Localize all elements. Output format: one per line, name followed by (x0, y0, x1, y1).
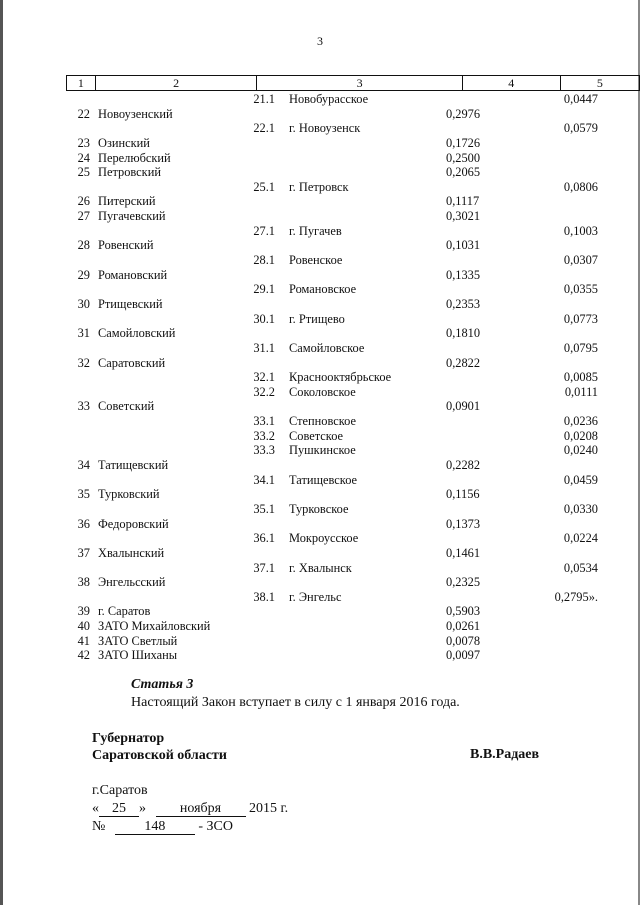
settlement-name: Соколовское (289, 384, 356, 399)
district-name: Петровский (98, 165, 161, 180)
settlement-name: Романовское (289, 282, 357, 297)
sub-number: 32.2 (253, 384, 275, 399)
date-close-quote: » (139, 801, 146, 816)
article-title: Статья 3 (131, 677, 194, 692)
table-row (0, 458, 640, 473)
table-row (0, 531, 640, 546)
settlement-ratio: 0,0111 (564, 384, 598, 399)
date-year: 2015 г. (249, 801, 289, 816)
table-row (0, 648, 640, 663)
table-row (0, 107, 640, 122)
table-row (0, 268, 640, 283)
row-number: 33 (77, 399, 90, 414)
table-row (0, 370, 640, 385)
row-number: 35 (77, 487, 90, 502)
settlement-ratio: 0,0224 (563, 531, 598, 546)
settlement-ratio: 0,0806 (563, 179, 598, 194)
row-number: 31 (77, 326, 90, 341)
row-number: 32 (77, 355, 90, 370)
district-name: Романовский (98, 267, 168, 282)
settlement-ratio: 0,0085 (563, 370, 598, 385)
table-row (0, 151, 640, 166)
district-ratio: 0,1335 (446, 267, 481, 282)
district-name: Пугачевский (98, 209, 166, 224)
district-ratio: 0,0078 (446, 633, 481, 648)
district-name: Ртищевский (98, 296, 163, 311)
row-number: 25 (77, 165, 90, 180)
district-ratio: 0,0261 (446, 619, 481, 634)
row-number: 42 (77, 648, 90, 663)
district-ratio: 0,2353 (446, 296, 481, 311)
row-number: 29 (77, 267, 90, 282)
row-number: 27 (77, 209, 90, 224)
table-row (0, 414, 640, 429)
law-number: 148 (115, 820, 195, 835)
table-row (0, 561, 640, 576)
sub-number: 32.1 (253, 370, 275, 385)
sub-number: 28.1 (253, 253, 275, 268)
settlement-name: Пушкинское (289, 443, 356, 458)
settlement-ratio: 0,0773 (563, 311, 598, 326)
district-name: Хвалынский (98, 545, 165, 560)
table-row (0, 502, 640, 517)
table-row (0, 619, 640, 634)
sub-number: 21.1 (253, 92, 275, 106)
row-number: 36 (77, 516, 90, 531)
table-row (0, 604, 640, 619)
row-number: 22 (77, 106, 90, 121)
table-row (0, 180, 640, 195)
settlement-name: Степновское (289, 414, 356, 429)
settlement-ratio: 0,0579 (563, 121, 598, 136)
district-ratio: 0,1156 (446, 487, 480, 502)
place: г.Саратов (92, 783, 148, 798)
district-name: ЗАТО Шиханы (98, 648, 178, 663)
sub-number: 38.1 (253, 589, 275, 604)
table-row (0, 253, 640, 268)
settlement-ratio: 0,0534 (563, 560, 598, 575)
table-row (0, 575, 640, 590)
header-col-2: 2 (95, 76, 257, 91)
district-ratio: 0,1810 (446, 326, 481, 341)
settlement-ratio: 0,0240 (563, 443, 598, 458)
settlement-ratio: 0,0459 (563, 472, 598, 487)
table-row (0, 399, 640, 414)
district-name: Озинский (98, 135, 150, 150)
row-number: 41 (77, 633, 90, 648)
district-name: Самойловский (98, 326, 176, 341)
row-number: 23 (77, 135, 90, 150)
district-ratio: 0,2976 (446, 106, 481, 121)
district-ratio: 0,2500 (446, 150, 481, 165)
law-number-prefix: № (92, 819, 106, 834)
district-name: г. Саратов (98, 604, 151, 619)
settlement-name: Ровенское (289, 253, 343, 268)
table-row (0, 92, 640, 107)
sub-number: 30.1 (253, 311, 275, 326)
table-row (0, 224, 640, 239)
row-number: 38 (77, 575, 90, 590)
table-row (0, 209, 640, 224)
district-name: Федоровский (98, 516, 169, 531)
table-row (0, 326, 640, 341)
table-row (0, 136, 640, 151)
law-number-line (92, 819, 233, 835)
settlement-ratio: 0,0795 (563, 340, 598, 355)
district-name: ЗАТО Михайловский (98, 619, 211, 634)
sub-number: 25.1 (253, 179, 275, 194)
sub-number: 33.3 (253, 443, 275, 458)
district-ratio: 0,2822 (446, 355, 481, 370)
signatory-title (92, 730, 227, 764)
district-ratio: 0,5903 (446, 604, 481, 619)
table-row (0, 487, 640, 502)
signatory-name: В.В.Радаев (470, 747, 540, 762)
table-row (0, 385, 640, 400)
sub-number: 34.1 (253, 472, 275, 487)
settlement-name: г. Пугачев (289, 223, 342, 238)
date-day: 25 (99, 802, 139, 817)
district-ratio: 0,2065 (446, 165, 481, 180)
law-number-suffix: - ЗСО (198, 819, 233, 834)
district-ratio: 0,2282 (446, 458, 481, 473)
district-name: Саратовский (98, 355, 166, 370)
row-number: 24 (77, 150, 90, 165)
table-row (0, 341, 640, 356)
table-row (0, 165, 640, 180)
table-row (0, 517, 640, 532)
table-row (0, 443, 640, 458)
table-row (0, 590, 640, 605)
settlement-ratio: 0,1003 (563, 223, 598, 238)
table-row (0, 238, 640, 253)
header-col-3: 3 (257, 76, 462, 91)
signatory-title-line2: Саратовской области (92, 748, 227, 763)
header-col-1: 1 (67, 76, 96, 91)
sub-number: 33.1 (253, 414, 275, 429)
district-name: Питерский (98, 194, 156, 209)
district-name: Турковский (98, 487, 160, 502)
table-row (0, 546, 640, 561)
table-row (0, 356, 640, 371)
settlement-ratio: 0,0208 (563, 428, 598, 443)
settlement-name: Мокроусское (289, 531, 359, 546)
settlement-ratio: 0,0447 (563, 92, 598, 106)
district-name: Советский (98, 399, 155, 414)
settlement-ratio: 0,0355 (563, 282, 598, 297)
settlement-name: г. Новоузенск (289, 121, 361, 136)
district-ratio: 0,1373 (446, 516, 481, 531)
sub-number: 36.1 (253, 531, 275, 546)
sub-number: 29.1 (253, 282, 275, 297)
district-name: ЗАТО Светлый (98, 633, 178, 648)
row-number: 30 (77, 296, 90, 311)
settlement-name: г. Энгельс (289, 589, 342, 604)
sub-number: 22.1 (253, 121, 275, 136)
date-month: ноября (156, 802, 246, 817)
settlement-ratio: 0,2795». (554, 589, 598, 604)
district-name: Татищевский (98, 458, 169, 473)
district-ratio: 0,1726 (446, 135, 481, 150)
sub-number: 35.1 (253, 501, 275, 516)
date-line (92, 801, 288, 817)
settlement-ratio: 0,0330 (563, 501, 598, 516)
table-row (0, 297, 640, 312)
table-body (0, 92, 640, 663)
settlement-name: Краснооктябрьское (289, 370, 392, 385)
table-header (66, 75, 640, 91)
row-number: 37 (77, 545, 90, 560)
table-row (0, 194, 640, 209)
row-number: 28 (77, 238, 90, 253)
article-text: Настоящий Закон вступает в силу с 1 января 2016 года. (131, 695, 460, 710)
district-ratio: 0,1031 (446, 238, 481, 253)
header-col-5: 5 (560, 76, 639, 91)
district-ratio: 0,0901 (446, 399, 481, 414)
table-row (0, 312, 640, 327)
district-name: Перелюбский (98, 150, 171, 165)
district-ratio: 0,1461 (446, 545, 481, 560)
table-row (0, 473, 640, 488)
settlement-name: г. Петровск (289, 179, 349, 194)
table-row (0, 634, 640, 649)
signatory-title-line1: Губернатор (92, 731, 165, 746)
row-number: 26 (77, 194, 90, 209)
settlement-name: г. Хвалынск (289, 560, 352, 575)
settlement-name: Турковское (289, 501, 349, 516)
settlement-ratio: 0,0307 (563, 253, 598, 268)
date-open-quote: « (92, 801, 99, 816)
settlement-name: Самойловское (289, 340, 365, 355)
table-row (0, 429, 640, 444)
row-number: 39 (77, 604, 90, 619)
settlement-name: г. Ртищево (289, 311, 345, 326)
settlement-name: Советское (289, 428, 344, 443)
sub-number: 27.1 (253, 223, 275, 238)
sub-number: 31.1 (253, 340, 275, 355)
settlement-name: Новобурасское (289, 92, 369, 106)
district-name: Ровенский (98, 238, 154, 253)
settlement-name: Татищевское (289, 472, 358, 487)
header-col-4: 4 (462, 76, 560, 91)
row-number: 34 (77, 458, 90, 473)
district-ratio: 0,2325 (446, 575, 481, 590)
table-row (0, 121, 640, 136)
district-ratio: 0,1117 (446, 194, 480, 209)
sub-number: 33.2 (253, 428, 275, 443)
row-number: 40 (77, 619, 90, 634)
district-ratio: 0,3021 (446, 209, 481, 224)
district-ratio: 0,0097 (446, 648, 481, 663)
district-name: Энгельсский (98, 575, 166, 590)
table-row (0, 282, 640, 297)
sub-number: 37.1 (253, 560, 275, 575)
page-number: 3 (317, 34, 323, 48)
settlement-ratio: 0,0236 (563, 414, 598, 429)
district-name: Новоузенский (98, 106, 173, 121)
